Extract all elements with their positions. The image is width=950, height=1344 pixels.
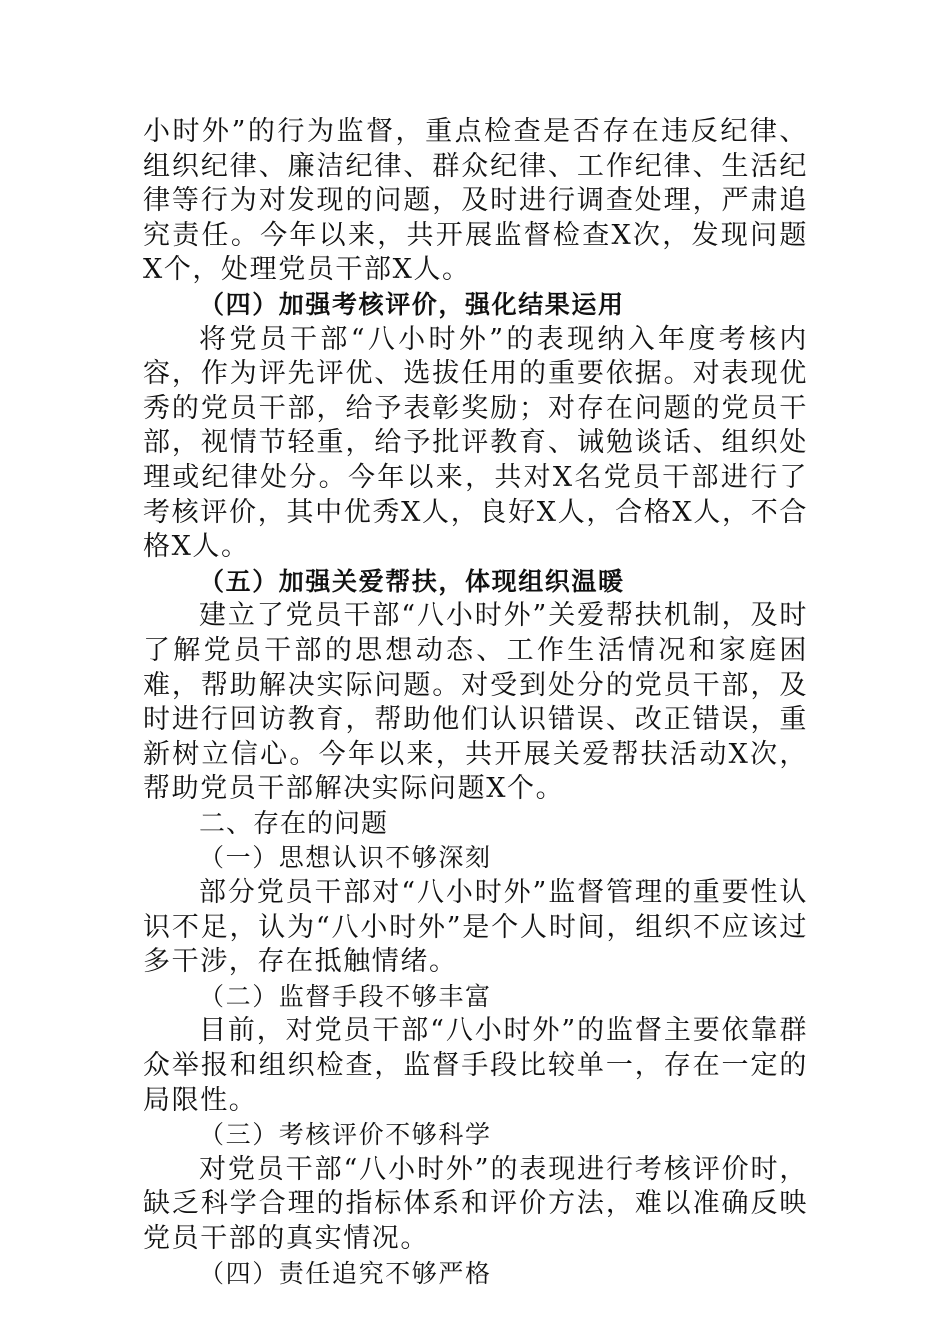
document-page bbox=[143, 115, 808, 1291]
subheading-problem-4: （四）责任追究不够严格 bbox=[199, 1258, 492, 1288]
subheading-problem-1: （一）思想认识不够深刻 bbox=[199, 843, 492, 873]
paragraph-assessment: 将党员干部“八小时外”的表现纳入年度考核内容，作为评先评优、选拔任用的重要依据。对表现优秀的党员干部，给予表彰奖励；对存在问题的党员干部，视情节轻重，给予批评教育、诫勉谈话、组织处理或纪律处分。今年以来，共对X名党员干部进行了考核评价，其中优秀X人，良好X人，合格X人，不合格X人。 bbox=[143, 323, 808, 563]
paragraph-problem-1: 部分党员干部对“八小时外”监督管理的重要性认识不足，认为“八小时外”是个人时间，组织不应该过多干涉，存在抵触情绪。 bbox=[143, 877, 808, 978]
paragraph-problem-2: 目前，对党员干部“八小时外”的监督主要依靠群众举报和组织检查，监督手段比较单一，存在一定的局限性。 bbox=[143, 1015, 808, 1116]
paragraph-care-support: 建立了党员干部“八小时外”关爱帮扶机制，及时了解党员干部的思想动态、工作生活情况和家庭困难，帮助解决实际问题。对受到处分的党员干部，及时进行回访教育，帮助他们认识错误、改正错误，重新树立信心。今年以来，共开展关爱帮扶活动X次，帮助党员干部解决实际问题X个。 bbox=[143, 600, 808, 805]
subheading-care-support: （五）加强关爱帮扶，体现组织温暖 bbox=[199, 566, 625, 596]
subheading-assessment: （四）加强考核评价，强化结果运用 bbox=[199, 289, 625, 319]
section-heading-problems: 二、存在的问题 bbox=[199, 808, 389, 839]
paragraph-problem-3: 对党员干部“八小时外”的表现进行考核评价时，缺乏科学合理的指标体系和评价方法，难以准确反映党员干部的真实情况。 bbox=[143, 1153, 808, 1254]
subheading-problem-3: （三）考核评价不够科学 bbox=[199, 1120, 492, 1150]
paragraph-supervision-results: 小时外”的行为监督，重点检查是否存在违反纪律、组织纪律、廉洁纪律、群众纪律、工作纪律、生活纪律等行为对发现的问题，及时进行调查处理，严肃追究责任。今年以来，共开展监督检查X次，发现问题X个，处理党员干部X人。 bbox=[143, 116, 808, 286]
subheading-problem-2: （二）监督手段不够丰富 bbox=[199, 981, 492, 1011]
